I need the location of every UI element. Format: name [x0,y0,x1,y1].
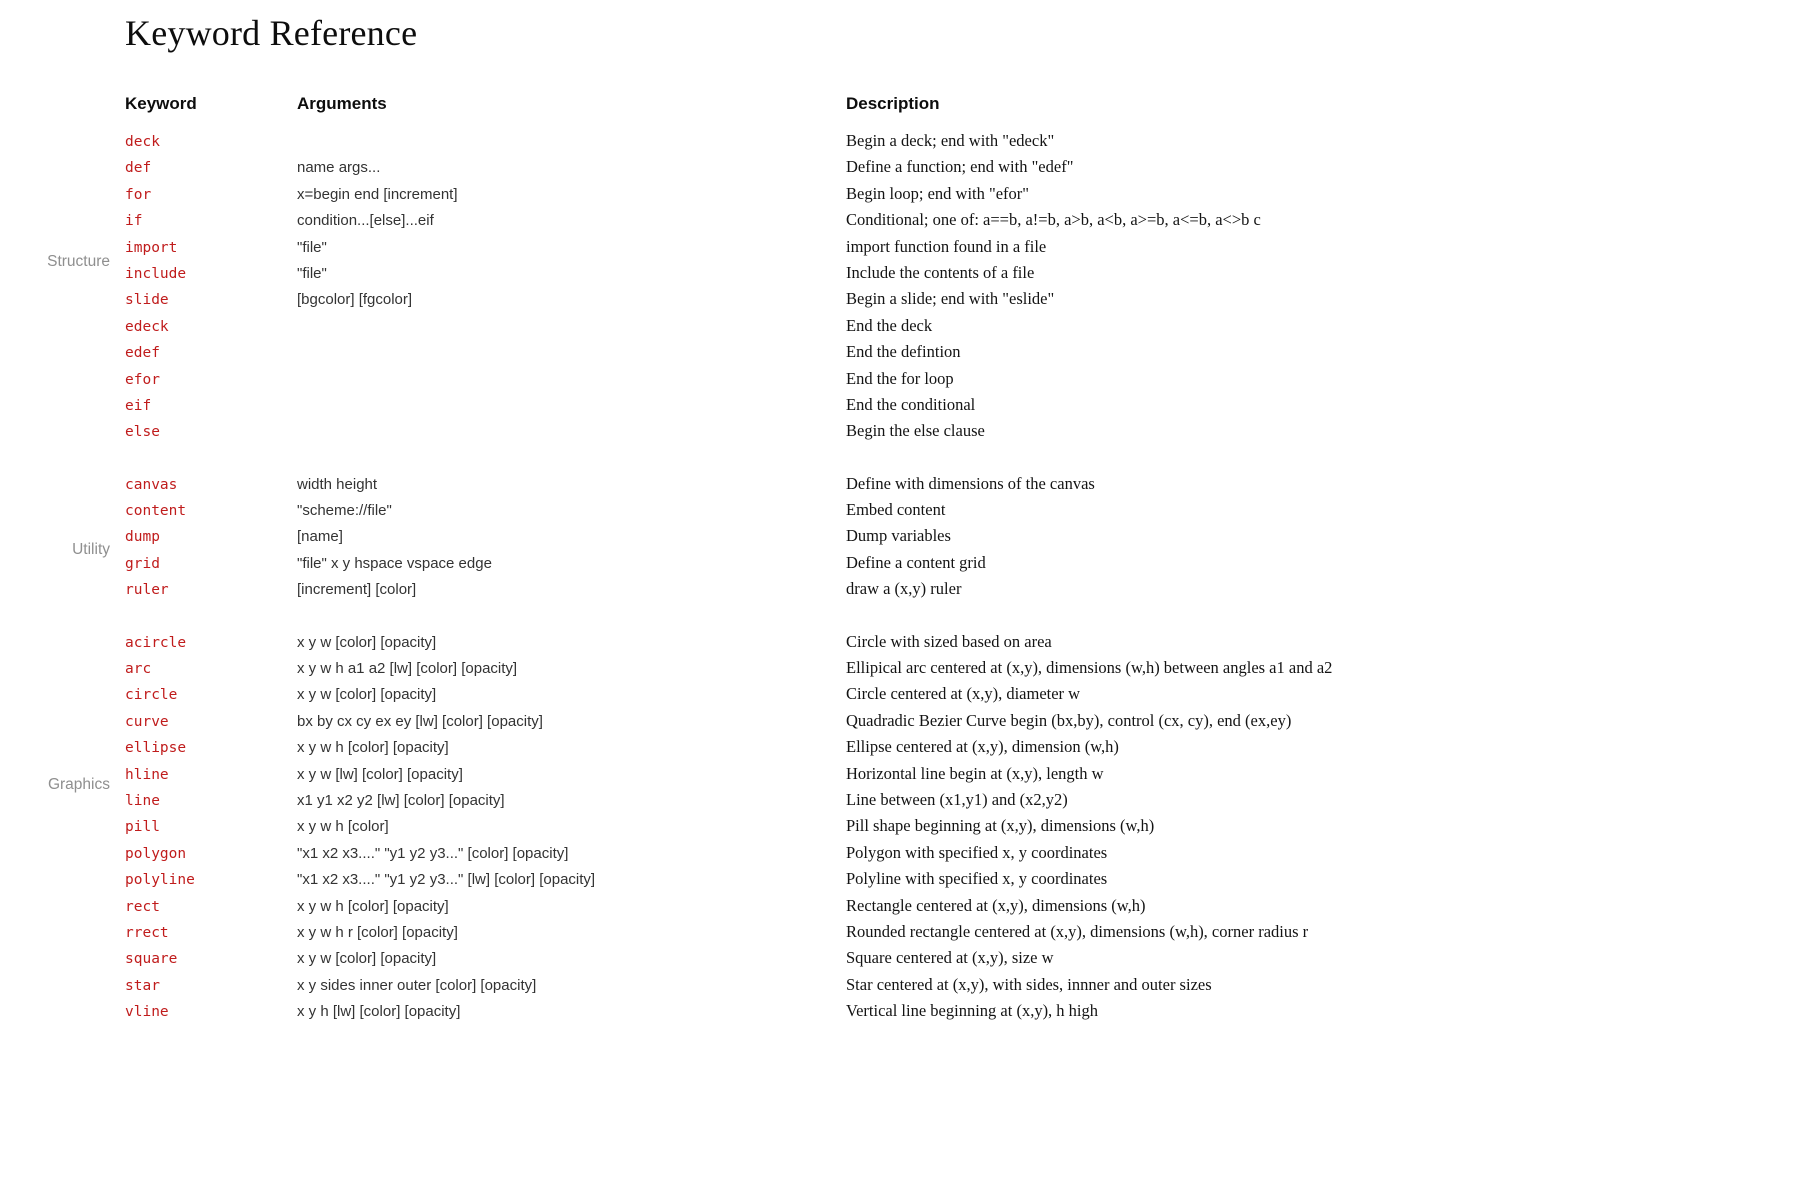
reference-table-body [47,128,1780,1025]
row-keyword: line [125,792,160,809]
row-description: Conditional; one of: a==b, a!=b, a>b, a<b, a>=b, a<=b, a<>b c [846,210,1261,230]
row-arguments: x y h [lw] [color] [opacity] [297,1003,461,1021]
row-description: End the for loop [846,368,954,388]
row-arguments: condition...[else]...eif [297,212,434,230]
table-row [125,708,1780,734]
group-utility [72,471,1780,603]
table-header-row [125,94,1780,128]
row-description: Polygon with specified x, y coordinates [846,842,1108,862]
row-description: draw a (x,y) ruler [846,579,962,599]
row-description: Embed content [846,500,946,520]
row-description: Define a content grid [846,552,986,572]
row-arguments: name args... [297,159,381,177]
row-description: Quadradic Bezier Curve begin (bx,by), control (cx, cy), end (ex,ey) [846,710,1292,730]
row-keyword: canvas [125,476,178,493]
table-row [125,234,1780,260]
table-row [125,339,1780,365]
row-arguments: x y w h r [color] [opacity] [297,923,458,941]
row-description: Square centered at (x,y), size w [846,948,1054,968]
row-keyword: pill [125,819,160,836]
row-description: Dump variables [846,526,951,546]
table-row [125,761,1780,787]
row-keyword: rect [125,898,160,915]
row-arguments: x y w h [color] [opacity] [297,739,449,757]
table-row [125,366,1780,392]
group-label: Graphics [47,775,110,793]
row-description: Rectangle centered at (x,y), dimensions (w,h) [846,895,1146,915]
row-description: Rounded rectangle centered at (x,y), dimensions (w,h), corner radius r [846,921,1309,941]
row-description: End the conditional [846,394,976,414]
row-description: Pill shape beginning at (x,y), dimensions (w,h) [846,816,1155,836]
table-row [125,866,1780,892]
row-description: Include the contents of a file [846,262,1035,282]
row-arguments: [name] [297,528,343,546]
row-keyword: rrect [125,924,169,941]
row-description: Define with dimensions of the canvas [846,473,1095,493]
row-keyword: slide [125,292,169,309]
row-arguments: "x1 x2 x3...." "y1 y2 y3..." [lw] [color] [opacity] [297,871,596,889]
row-description: Star centered at (x,y), with sides, innner and outer sizes [846,974,1212,994]
row-keyword: eif [125,397,152,414]
row-arguments: x y sides inner outer [color] [opacity] [297,976,537,994]
row-keyword: edeck [125,318,169,335]
row-description: Horizontal line begin at (x,y), length w [846,763,1104,783]
table-row [125,576,1780,602]
row-keyword: curve [125,713,169,730]
row-description: Begin a deck; end with "edeck" [846,131,1055,150]
table-row [125,392,1780,418]
row-keyword: if [125,213,143,230]
row-keyword: dump [125,529,160,546]
table-row [125,497,1780,523]
row-keyword: else [125,424,160,441]
group-label: Structure [47,253,110,270]
row-keyword: include [125,265,187,282]
row-keyword: ruler [125,582,169,599]
row-arguments: [bgcolor] [fgcolor] [297,291,413,309]
table-row [125,260,1780,286]
table-row [125,181,1780,207]
table-row [125,945,1780,971]
row-arguments: "file" [297,264,327,282]
column-header-description: Description [846,94,940,113]
table-row [125,787,1780,813]
row-arguments: x y w [color] [opacity] [297,686,437,704]
row-arguments: width height [297,475,378,493]
row-keyword: polygon [125,845,187,862]
table-row [125,313,1780,339]
row-description: End the defintion [846,342,961,362]
row-keyword: circle [125,687,178,704]
table-row [125,734,1780,760]
row-description: Begin a slide; end with "eslide" [846,289,1055,309]
page-title: Keyword Reference [125,13,418,53]
row-keyword: edef [125,345,160,362]
row-keyword: polyline [125,872,195,889]
table-row [125,972,1780,998]
column-header-keyword: Keyword [125,94,197,113]
table-row [125,840,1780,866]
row-keyword: square [125,951,178,968]
row-keyword: ellipse [125,740,187,757]
row-arguments: x y w [color] [opacity] [297,950,437,968]
row-arguments: x=begin end [increment] [297,185,458,203]
row-arguments: bx by cx cy ex ey [lw] [color] [opacity] [297,712,543,730]
row-arguments: x y w h a1 a2 [lw] [color] [opacity] [297,660,518,678]
table-row [125,681,1780,707]
row-description: Begin loop; end with "efor" [846,183,1030,203]
table-row [125,629,1780,655]
row-arguments: x1 y1 x2 y2 [lw] [color] [opacity] [297,791,505,809]
group-structure [47,128,1780,445]
row-arguments: x y w [color] [opacity] [297,633,437,651]
table-row [125,207,1780,233]
row-keyword: for [125,186,152,203]
row-arguments: x y w [lw] [color] [opacity] [297,765,463,783]
row-keyword: grid [125,555,160,572]
row-description: Begin the else clause [846,421,985,441]
table-row [125,154,1780,180]
table-row [125,919,1780,945]
row-description: Vertical line beginning at (x,y), h high [846,1001,1099,1021]
row-description: Ellipical arc centered at (x,y), dimensions (w,h) between angles a1 and a2 [846,658,1333,678]
row-keyword: arc [125,661,152,678]
row-description: Circle with sized based on area [846,631,1052,651]
row-keyword: star [125,977,160,994]
row-arguments: x y w h [color] [opacity] [297,897,449,915]
row-keyword: vline [125,1004,169,1021]
row-keyword: deck [125,134,160,150]
table-row [125,418,1780,444]
table-row [125,998,1780,1024]
row-keyword: efor [125,371,160,388]
table-row [125,523,1780,549]
row-description: Line between (x1,y1) and (x2,y2) [846,789,1068,809]
table-row [125,550,1780,576]
row-description: End the deck [846,315,933,335]
row-arguments: "file" [297,238,327,256]
row-description: import function found in a file [846,236,1047,256]
row-keyword: content [125,503,187,520]
row-keyword: def [125,160,152,177]
row-keyword: import [125,239,178,256]
table-row [125,128,1780,154]
column-header-arguments: Arguments [297,94,387,113]
table-row [125,286,1780,312]
row-arguments: "scheme://file" [297,502,392,520]
row-arguments: "x1 x2 x3...." "y1 y2 y3..." [color] [opacity] [297,844,569,862]
table-row [125,893,1780,919]
row-description: Circle centered at (x,y), diameter w [846,684,1081,704]
row-description: Polyline with specified x, y coordinates [846,869,1108,889]
row-arguments: [increment] [color] [297,581,417,599]
group-graphics [47,629,1780,1025]
group-label: Utility [72,540,110,558]
table-row [125,813,1780,839]
row-keyword: hline [125,766,169,783]
row-keyword: acircle [125,634,187,651]
row-arguments: "file" x y hspace vspace edge [297,554,492,572]
row-description: Define a function; end with "edef" [846,157,1074,177]
row-arguments: x y w h [color] [297,818,389,836]
table-row [125,655,1780,681]
row-description: Ellipse centered at (x,y), dimension (w,h) [846,737,1119,757]
table-row [125,471,1780,497]
